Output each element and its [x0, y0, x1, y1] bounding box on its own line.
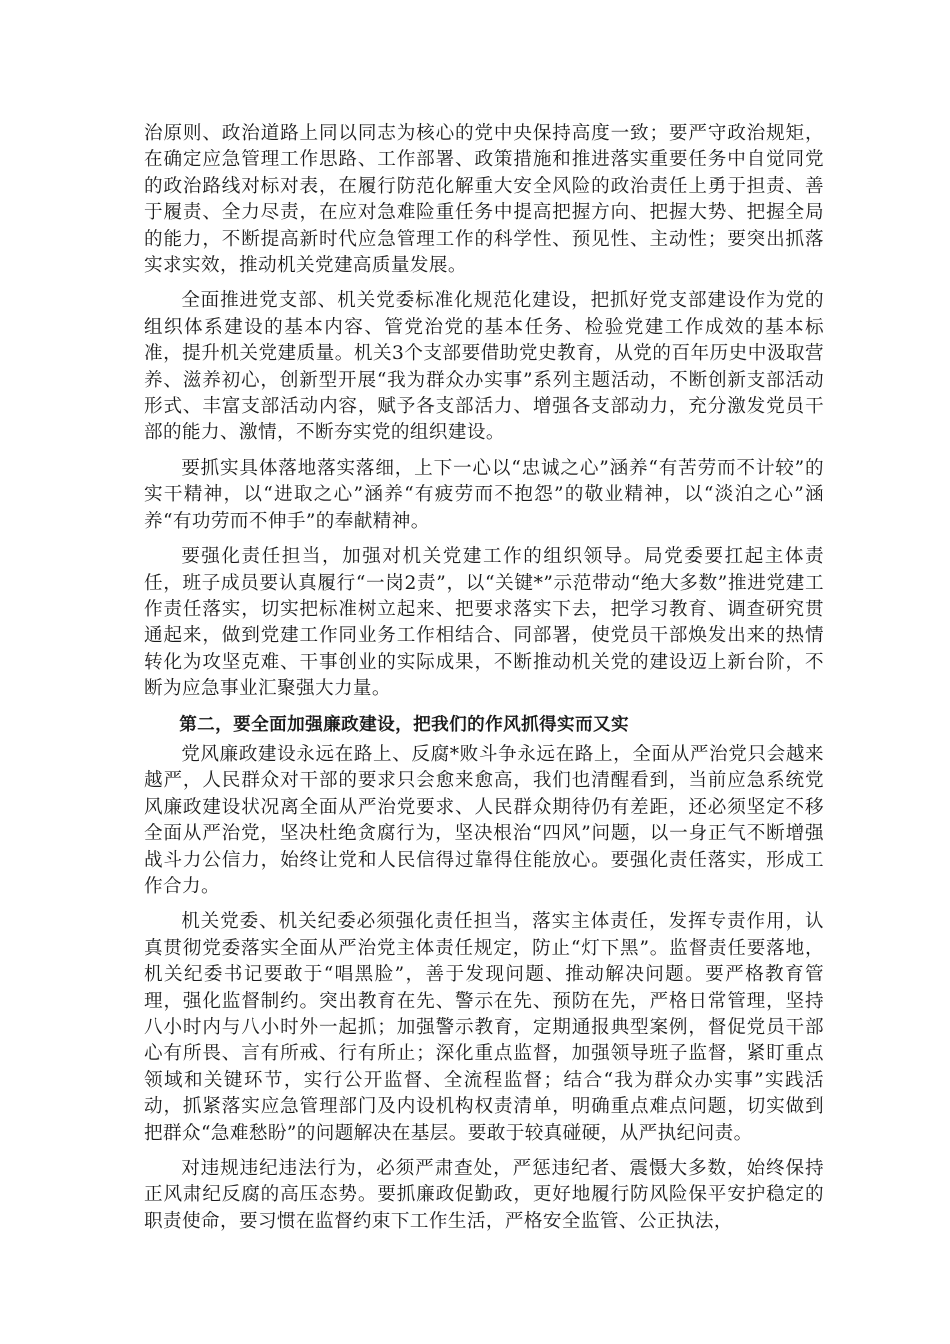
paragraph-4: 要强化责任担当，加强对机关党建工作的组织领导。局党委要扛起主体责任，班子成员要认真履行“一岗2责”，以“关键*”示范带动“绝大多数”推进党建工作责任落实，切实把标准树立起来、把要求落实下去，把学习教育、调查研究贯通起来，做到党建工作同业务工作相结合、同部署，使党员干部焕发出来的热情转化为攻坚克难、干事创业的实际成果，不断推动机关党的建设迈上新台阶，不断为应急事业汇聚强大力量。 — [144, 546, 824, 700]
section-heading: 第二，要全面加强廉政建设，把我们的作风抓得实而又实 — [179, 714, 630, 735]
document-body — [144, 121, 824, 1244]
paragraph-6: 机关党委、机关纪委必须强化责任担当，落实主体责任，发挥专责作用，认真贯彻党委落实全面从严治党主体责任规定，防止“灯下黑”。监督责任要落地，机关纪委书记要敢于“唱黑脸”，善于发现问题、推动解决问题。要严格教育管理，强化监督制约。突出教育在先、警示在先、预防在先，严格日常管理，坚持八小时内与八小时外一起抓；加强警示教育，定期通报典型案例，督促党员干部心有所畏、言有所戒、行有所止；深化重点监督，加强领导班子监督，紧盯重点领域和关键环节，实行公开监督、全流程监督；结合“我为群众办实事”实践活动，抓紧落实应急管理部门及内设机构权责清单，明确重点难点问题，切实做到把群众“急难愁盼”的问题解决在基层。要敢于较真碰硬，从严执纪问责。 — [144, 911, 824, 1144]
paragraph-2: 全面推进党支部、机关党委标准化规范化建设，把抓好党支部建设作为党的组织体系建设的基本内容、管党治党的基本任务、检验党建工作成效的基本标准，提升机关党建质量。机关3个支部要借助党史教育，从党的百年历史中汲取营养、滋养初心，创新型开展“我为群众办实事”系列主题活动，不断创新支部活动形式、丰富支部活动内容，赋予各支部活力、增强各支部动力，充分激发党员干部的能力、激情，不断夯实党的组织建设。 — [144, 290, 824, 444]
paragraph-1: 治原则、政治道路上同以同志为核心的党中央保持高度一致；要严守政治规矩，在确定应急管理工作思路、工作部署、政策措施和推进落实重要任务中自觉同党的政治路线对标对表，在履行防范化解重大安全风险的政治责任上勇于担责、善于履责、全力尽责，在应对急难险重任务中提高把握方向、把握大势、把握全局的能力，不断提高新时代应急管理工作的科学性、预见性、主动性；要突出抓落实求实效，推动机关党建高质量发展。 — [144, 123, 824, 277]
paragraph-7: 对违规违纪违法行为，必须严肃查处，严惩违纪者、震慑大多数，始终保持正风肃纪反腐的高压态势。要抓廉政促勤政，更好地履行防风险保平安护稳定的职责使命，要习惯在监督约束下工作生活，严格安全监管、公正执法， — [144, 1158, 824, 1232]
paragraph-3: 要抓实具体落地落实落细，上下一心以“忠诚之心”涵养“有苦劳而不计较”的实干精神，以“进取之心”涵养“有疲劳而不抱怨”的敬业精神，以“淡泊之心”涵养“有功劳而不伸手”的奉献精神。 — [144, 457, 824, 532]
paragraph-5: 党风廉政建设永远在路上、反腐*败斗争永远在路上，全面从严治党只会越来越严，人民群众对干部的要求只会愈来愈高，我们也清醒看到，当前应急系统党风廉政建设状况离全面从严治党要求、人民群众期待仍有差距，还必须坚定不移全面从严治党，坚决杜绝贪腐行为，坚决根治“四风”问题，以一身正气不断增强战斗力公信力，始终让党和人民信得过靠得住能放心。要强化责任落实，形成工作合力。 — [144, 743, 824, 897]
